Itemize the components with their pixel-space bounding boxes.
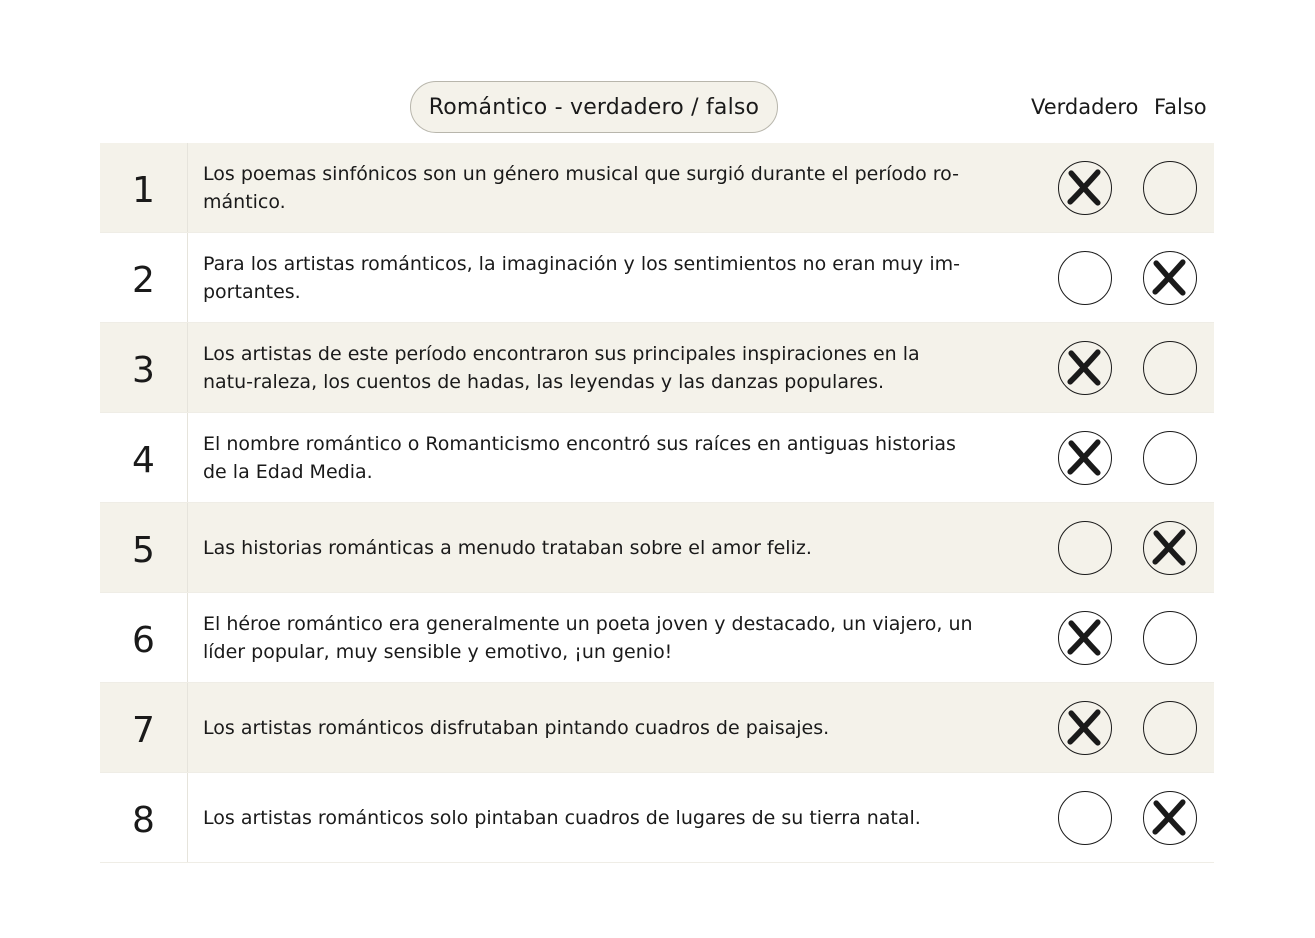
question-row	[100, 323, 1214, 413]
falso-option[interactable]	[1143, 251, 1197, 305]
question-row	[100, 413, 1214, 503]
question-text: Los poemas sinfónicos son un género musical que surgió durante el período ro-mántico.	[203, 162, 960, 213]
question-text: Los artistas románticos disfrutaban pintando cuadros de paisajes.	[203, 716, 830, 739]
x-mark-icon	[1144, 252, 1195, 303]
question-number: 1	[100, 143, 188, 232]
x-mark-icon	[1144, 522, 1195, 573]
verdadero-option[interactable]	[1058, 161, 1112, 215]
verdadero-option[interactable]	[1058, 251, 1112, 305]
header-falso: Falso	[1154, 95, 1207, 119]
x-mark-icon	[1059, 162, 1110, 213]
question-row	[100, 683, 1214, 773]
question-row	[100, 143, 1214, 233]
x-mark-icon	[1059, 432, 1110, 483]
verdadero-option[interactable]	[1058, 701, 1112, 755]
question-text: Para los artistas románticos, la imaginación y los sentimientos no eran muy im-portantes.	[203, 252, 960, 303]
x-mark-icon	[1059, 342, 1110, 393]
falso-option[interactable]	[1143, 161, 1197, 215]
falso-option[interactable]	[1143, 791, 1197, 845]
x-mark-icon	[1059, 612, 1110, 663]
question-number: 7	[100, 683, 188, 772]
question-text: Los artistas románticos solo pintaban cuadros de lugares de su tierra natal.	[203, 806, 921, 829]
verdadero-option[interactable]	[1058, 431, 1112, 485]
question-number: 5	[100, 503, 188, 592]
verdadero-option[interactable]	[1058, 791, 1112, 845]
question-row	[100, 503, 1214, 593]
question-text: El nombre romántico o Romanticismo encontró sus raíces en antiguas historias de la Edad Media.	[203, 432, 956, 483]
falso-option[interactable]	[1143, 521, 1197, 575]
question-text: El héroe romántico era generalmente un poeta joven y destacado, un viajero, un líder popular, muy sensible y emotivo, ¡un genio!	[203, 612, 973, 663]
question-row	[100, 233, 1214, 323]
question-number: 6	[100, 593, 188, 682]
question-number: 3	[100, 323, 188, 412]
verdadero-option[interactable]	[1058, 341, 1112, 395]
question-table	[100, 143, 1214, 863]
question-number: 4	[100, 413, 188, 502]
question-number: 8	[100, 773, 188, 862]
verdadero-option[interactable]	[1058, 611, 1112, 665]
question-row	[100, 593, 1214, 683]
question-number: 2	[100, 233, 188, 322]
falso-option[interactable]	[1143, 341, 1197, 395]
falso-option[interactable]	[1143, 701, 1197, 755]
falso-option[interactable]	[1143, 611, 1197, 665]
falso-option[interactable]	[1143, 431, 1197, 485]
x-mark-icon	[1059, 702, 1110, 753]
x-mark-icon	[1144, 792, 1195, 843]
question-text: Las historias románticas a menudo trataban sobre el amor feliz.	[203, 536, 812, 559]
question-text: Los artistas de este período encontraron sus principales inspiraciones en la natu-raleza, los cuentos de hadas, las leyendas y las danzas populares.	[203, 342, 920, 393]
question-row	[100, 773, 1214, 863]
verdadero-option[interactable]	[1058, 521, 1112, 575]
worksheet-title: Romántico - verdadero / falso	[410, 81, 778, 133]
header-verdadero: Verdadero	[1031, 95, 1139, 119]
